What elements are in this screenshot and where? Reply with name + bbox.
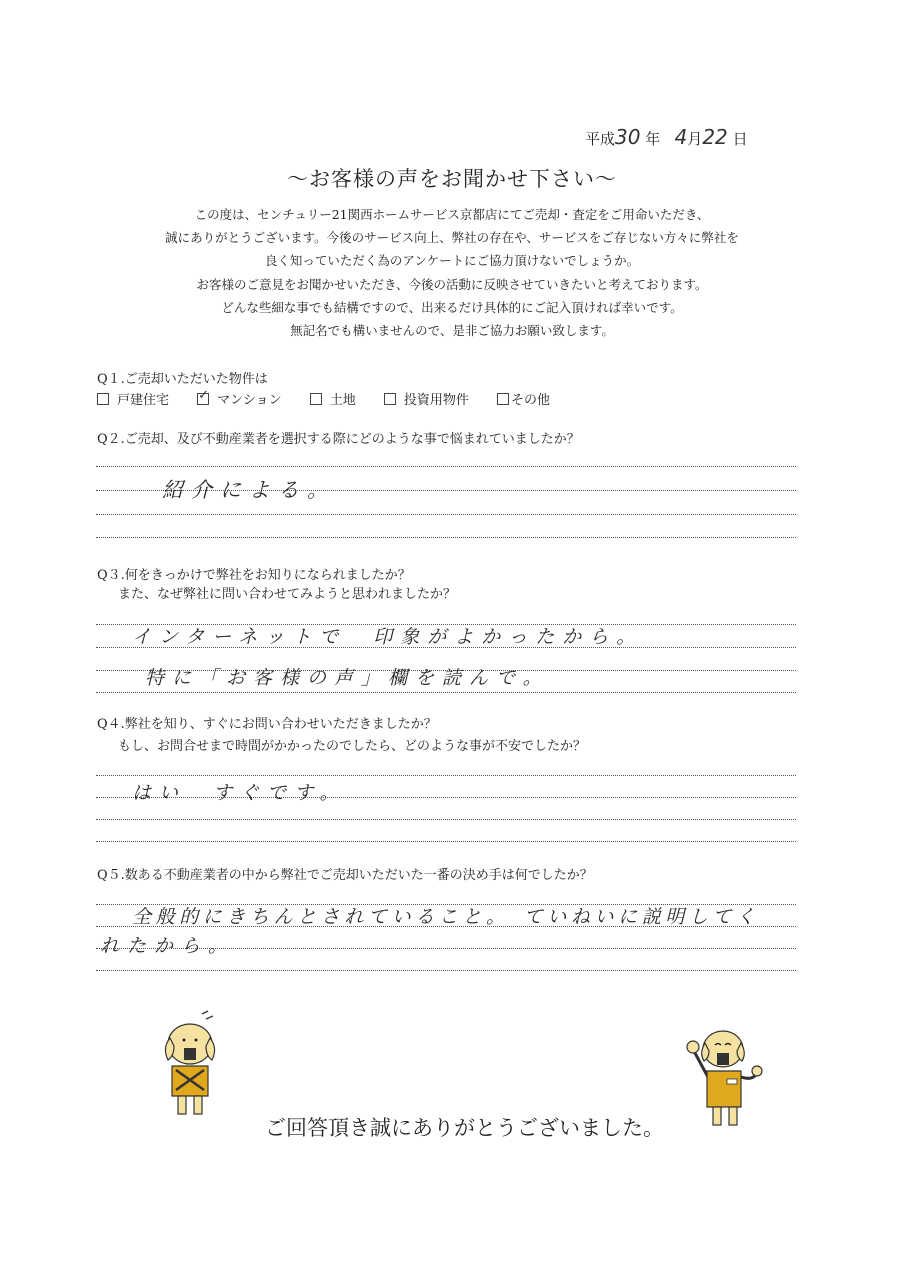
date-day-unit: 日 [732, 130, 748, 148]
answer-line [96, 819, 796, 820]
q2-question: Q２.ご売却、及び不動産業者を選択する際にどのような事で悩まれていましたか？ [97, 432, 580, 447]
mascot-dog-left [160, 1010, 230, 1120]
checkbox-checked[interactable] [197, 393, 209, 405]
option-condominium[interactable] [197, 389, 281, 408]
option-label: その他 [511, 393, 551, 408]
q3-question-1: Q３.何をきっかけで弊社をお知りになられましたか？ [97, 568, 411, 583]
checkbox[interactable] [310, 393, 322, 405]
q1-options [97, 389, 574, 408]
mascot-dog-right [683, 1025, 765, 1135]
option-label: 投資用物件 [403, 393, 469, 408]
option-detached-house[interactable] [97, 389, 169, 408]
q5-answer-line-1[interactable]: 全般的にきちんとされていること。 ていねいに説明してく [132, 906, 760, 928]
date-day[interactable]: 22 [702, 125, 728, 149]
q4-question-2: もし、お問合せまで時間がかかったのでしたら、どのような事が不安でしたか？ [118, 739, 587, 754]
answer-line [96, 970, 796, 971]
checkbox[interactable] [384, 393, 396, 405]
answer-line [96, 514, 796, 515]
checkbox[interactable] [497, 393, 509, 405]
date-month[interactable]: 4 [674, 125, 688, 149]
date-year-unit: 年 [645, 130, 661, 148]
intro-line: 良く知っていただく為のアンケートにご協力頂けないでしょうか。 [264, 253, 640, 269]
date-month-unit: 月 [687, 130, 703, 148]
q4-answer[interactable]: はい すぐです。 [132, 782, 347, 804]
answer-line [96, 692, 796, 693]
option-label: マンション [217, 393, 282, 408]
option-land[interactable] [310, 389, 356, 408]
date-year[interactable]: 30 [615, 125, 641, 149]
intro-text [0, 203, 904, 342]
q5-question: Q５.数ある不動産業者の中から弊社でご売却いただいた一番の決め手は何でしたか？ [97, 868, 593, 883]
answer-line [96, 841, 796, 842]
intro-line: お客様のご意見をお聞かせいただき、今後の活動に反映させていきたいと考えております。 [196, 276, 708, 292]
thank-you-message: ご回答頂き誠にありがとうございました。 [265, 1116, 664, 1140]
option-other[interactable] [497, 389, 550, 408]
q2-answer[interactable]: 紹介による。 [162, 478, 336, 502]
intro-line: どんな些細な事でも結構ですので、出来るだけ具体的にご記入頂ければ幸いです。 [221, 299, 683, 315]
q3-question-2: また、なぜ弊社に問い合わせてみようと思われましたか？ [118, 587, 457, 602]
q5-answer-line-2[interactable]: れたから。 [100, 935, 236, 957]
intro-line: 無記名でも構いませんので、是非ご協力お願い致します。 [290, 323, 614, 339]
option-label: 戸建住宅 [117, 393, 170, 408]
survey-date [585, 125, 748, 149]
q1-question: Q１.ご売却いただいた物件は [97, 372, 268, 387]
option-investment[interactable] [384, 389, 469, 408]
option-label: 土地 [329, 393, 356, 408]
q3-answer-line-2[interactable]: 特に「お客様の声」欄を読んで。 [145, 667, 550, 689]
page-title: ～お客様の声をお聞かせ下さい～ [287, 167, 617, 191]
q4-question-1: Q４.弊社を知り、すぐにお問い合わせいただきましたか？ [97, 717, 437, 732]
answer-line [96, 537, 796, 538]
q3-answer-line-1[interactable]: インターネットで 印象がよかったから。 [132, 626, 644, 648]
date-era: 平成 [585, 130, 616, 148]
answer-line [96, 775, 796, 776]
intro-line: 誠にありがとうございます。今後のサービス向上、弊社の存在や、サービスをご存じない方々に弊社を [165, 230, 739, 246]
answer-line [96, 466, 796, 467]
checkbox[interactable] [97, 393, 109, 405]
intro-line: この度は、センチュリー21関西ホームサービス京都店にてご売却・査定をご用命いただき、 [194, 207, 710, 222]
